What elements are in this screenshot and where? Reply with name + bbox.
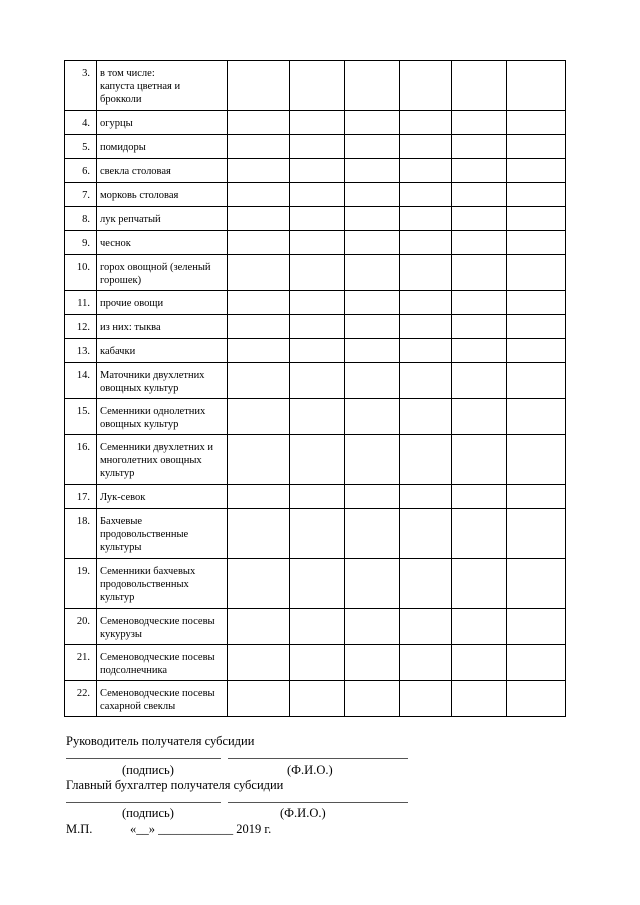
value-cell — [400, 291, 452, 315]
value-cell — [290, 339, 345, 363]
row-name — [97, 183, 228, 207]
row-name-text: горох овощной (зеленый горошек) — [100, 262, 211, 286]
value-cell — [345, 207, 400, 231]
value-cell — [345, 645, 400, 681]
row-name — [97, 291, 228, 315]
value-cell — [290, 609, 345, 645]
value-cell — [290, 485, 345, 509]
value-cell — [507, 509, 566, 559]
row-name — [97, 363, 228, 399]
value-cell — [507, 363, 566, 399]
value-cell — [400, 435, 452, 485]
value-cell — [228, 231, 290, 255]
fio-line-1 — [228, 758, 408, 759]
value-cell — [228, 339, 290, 363]
value-cell — [452, 291, 507, 315]
value-cell — [290, 645, 345, 681]
value-cell — [507, 435, 566, 485]
value-cell — [228, 363, 290, 399]
value-cell — [228, 485, 290, 509]
row-name — [97, 435, 228, 485]
stamp-label: М.П. — [66, 822, 93, 836]
value-cell — [452, 159, 507, 183]
row-name — [97, 339, 228, 363]
row-name-text: прочие овощи — [100, 298, 164, 309]
row-name-text: Лук-севок — [100, 492, 146, 503]
value-cell — [290, 111, 345, 135]
table-row — [65, 435, 566, 485]
table-row — [65, 255, 566, 291]
value-cell — [290, 509, 345, 559]
table-row — [65, 315, 566, 339]
value-cell — [507, 291, 566, 315]
value-cell — [228, 435, 290, 485]
value-cell — [507, 609, 566, 645]
value-cell — [345, 61, 400, 111]
value-cell — [400, 363, 452, 399]
row-name — [97, 207, 228, 231]
value-cell — [290, 207, 345, 231]
row-name — [97, 61, 228, 111]
row-number: 3. — [65, 61, 97, 111]
table-row — [65, 645, 566, 681]
row-number: 4. — [65, 111, 97, 135]
value-cell — [290, 255, 345, 291]
row-name-text: Семеноводческие посевы кукурузы — [100, 616, 215, 640]
value-cell — [507, 111, 566, 135]
value-cell — [228, 111, 290, 135]
value-cell — [345, 255, 400, 291]
value-cell — [452, 231, 507, 255]
value-cell — [400, 645, 452, 681]
row-name — [97, 159, 228, 183]
row-name — [97, 509, 228, 559]
value-cell — [290, 559, 345, 609]
row-name-text: в том числе: капуста цветная и брокколи — [100, 68, 181, 105]
row-name-text: кабачки — [100, 346, 136, 357]
value-cell — [400, 159, 452, 183]
value-cell — [400, 609, 452, 645]
value-cell — [452, 363, 507, 399]
signature-label-1: (подпись) — [122, 763, 174, 777]
value-cell — [400, 61, 452, 111]
value-cell — [228, 399, 290, 435]
value-cell — [290, 399, 345, 435]
table-row — [65, 485, 566, 509]
table-row — [65, 135, 566, 159]
value-cell — [345, 183, 400, 207]
signature-line-1 — [66, 758, 221, 759]
value-cell — [452, 111, 507, 135]
row-number: 8. — [65, 207, 97, 231]
value-cell — [400, 681, 452, 717]
value-cell — [345, 159, 400, 183]
table-row — [65, 231, 566, 255]
value-cell — [228, 315, 290, 339]
row-name — [97, 681, 228, 717]
table-row — [65, 681, 566, 717]
value-cell — [290, 183, 345, 207]
value-cell — [228, 159, 290, 183]
row-number: 19. — [65, 559, 97, 609]
value-cell — [228, 183, 290, 207]
value-cell — [400, 509, 452, 559]
date-line: «__» ____________ 2019 г. — [130, 822, 272, 836]
value-cell — [345, 291, 400, 315]
value-cell — [452, 485, 507, 509]
row-name-text: Семенники бахчевых продовольственных культур — [100, 566, 196, 603]
value-cell — [228, 291, 290, 315]
value-cell — [452, 509, 507, 559]
value-cell — [400, 135, 452, 159]
value-cell — [345, 315, 400, 339]
value-cell — [345, 509, 400, 559]
value-cell — [345, 559, 400, 609]
fio-label-2: (Ф.И.О.) — [280, 806, 326, 820]
table-row — [65, 61, 566, 111]
value-cell — [400, 183, 452, 207]
row-number: 17. — [65, 485, 97, 509]
row-number: 20. — [65, 609, 97, 645]
value-cell — [345, 231, 400, 255]
value-cell — [507, 61, 566, 111]
value-cell — [507, 135, 566, 159]
value-cell — [452, 183, 507, 207]
row-name-text: Семеноводческие посевы подсолнечника — [100, 652, 215, 676]
row-name-text: Бахчевые продовольственные культуры — [100, 516, 189, 553]
row-name-text: помидоры — [100, 142, 146, 153]
row-number: 9. — [65, 231, 97, 255]
value-cell — [228, 255, 290, 291]
table-row — [65, 339, 566, 363]
row-name-text: лук репчатый — [100, 214, 161, 225]
value-cell — [290, 135, 345, 159]
value-cell — [507, 399, 566, 435]
table-row — [65, 509, 566, 559]
value-cell — [290, 315, 345, 339]
value-cell — [345, 339, 400, 363]
value-cell — [290, 61, 345, 111]
table-row — [65, 291, 566, 315]
value-cell — [400, 231, 452, 255]
value-cell — [452, 339, 507, 363]
row-name-text: из них: тыква — [100, 322, 161, 333]
value-cell — [507, 159, 566, 183]
row-name — [97, 315, 228, 339]
row-name — [97, 645, 228, 681]
value-cell — [228, 509, 290, 559]
value-cell — [345, 399, 400, 435]
row-number: 5. — [65, 135, 97, 159]
row-number: 21. — [65, 645, 97, 681]
table-row — [65, 159, 566, 183]
row-number: 18. — [65, 509, 97, 559]
value-cell — [452, 645, 507, 681]
value-cell — [290, 291, 345, 315]
row-number: 12. — [65, 315, 97, 339]
value-cell — [345, 135, 400, 159]
row-name-text: Семенники однолетних овощных культур — [100, 406, 206, 430]
row-name-text: Маточники двухлетних овощных культур — [100, 370, 205, 394]
fio-label-1: (Ф.И.О.) — [287, 763, 333, 777]
value-cell — [228, 207, 290, 231]
row-name-text: Семенники двухлетних и многолетних овощных культур — [100, 442, 213, 479]
row-name-text: морковь столовая — [100, 190, 179, 201]
row-number: 14. — [65, 363, 97, 399]
row-name — [97, 609, 228, 645]
row-number: 6. — [65, 159, 97, 183]
value-cell — [507, 485, 566, 509]
value-cell — [228, 61, 290, 111]
value-cell — [507, 339, 566, 363]
value-cell — [290, 363, 345, 399]
value-cell — [507, 231, 566, 255]
row-name — [97, 111, 228, 135]
value-cell — [345, 111, 400, 135]
value-cell — [345, 485, 400, 509]
value-cell — [452, 399, 507, 435]
value-cell — [452, 207, 507, 231]
value-cell — [400, 399, 452, 435]
value-cell — [290, 681, 345, 717]
row-number: 16. — [65, 435, 97, 485]
row-name-text: свекла столовая — [100, 166, 171, 177]
fio-line-2 — [228, 802, 408, 803]
value-cell — [452, 609, 507, 645]
value-cell — [290, 159, 345, 183]
value-cell — [507, 559, 566, 609]
value-cell — [400, 559, 452, 609]
row-name — [97, 135, 228, 159]
value-cell — [452, 135, 507, 159]
table-row — [65, 111, 566, 135]
value-cell — [452, 61, 507, 111]
signature-line-2 — [66, 802, 221, 803]
value-cell — [507, 207, 566, 231]
value-cell — [452, 255, 507, 291]
table-row — [65, 183, 566, 207]
value-cell — [345, 681, 400, 717]
head-label: Руководитель получателя субсидии — [66, 734, 255, 748]
row-number: 10. — [65, 255, 97, 291]
value-cell — [507, 681, 566, 717]
value-cell — [507, 183, 566, 207]
value-cell — [400, 339, 452, 363]
row-number: 22. — [65, 681, 97, 717]
table-row — [65, 207, 566, 231]
value-cell — [507, 255, 566, 291]
value-cell — [452, 681, 507, 717]
value-cell — [452, 435, 507, 485]
value-cell — [228, 645, 290, 681]
row-number: 11. — [65, 291, 97, 315]
row-name — [97, 485, 228, 509]
value-cell — [400, 111, 452, 135]
signature-label-2: (подпись) — [122, 806, 174, 820]
row-number: 15. — [65, 399, 97, 435]
table-row — [65, 559, 566, 609]
value-cell — [400, 255, 452, 291]
row-name-text: огурцы — [100, 118, 133, 129]
value-cell — [452, 315, 507, 339]
value-cell — [507, 315, 566, 339]
value-cell — [400, 207, 452, 231]
value-cell — [345, 363, 400, 399]
table-row — [65, 609, 566, 645]
table-row — [65, 363, 566, 399]
accountant-label: Главный бухгалтер получателя субсидии — [66, 778, 284, 792]
value-cell — [400, 315, 452, 339]
value-cell — [228, 135, 290, 159]
value-cell — [228, 609, 290, 645]
row-name — [97, 255, 228, 291]
data-table — [64, 60, 566, 717]
value-cell — [290, 231, 345, 255]
value-cell — [290, 435, 345, 485]
row-name-text: чеснок — [100, 238, 131, 249]
row-number: 13. — [65, 339, 97, 363]
row-name — [97, 399, 228, 435]
row-name — [97, 559, 228, 609]
row-name — [97, 231, 228, 255]
value-cell — [345, 609, 400, 645]
row-name-text: Семеноводческие посевы сахарной свеклы — [100, 688, 215, 712]
value-cell — [228, 681, 290, 717]
value-cell — [507, 645, 566, 681]
table-row — [65, 399, 566, 435]
value-cell — [400, 485, 452, 509]
value-cell — [452, 559, 507, 609]
value-cell — [345, 435, 400, 485]
row-number: 7. — [65, 183, 97, 207]
value-cell — [228, 559, 290, 609]
